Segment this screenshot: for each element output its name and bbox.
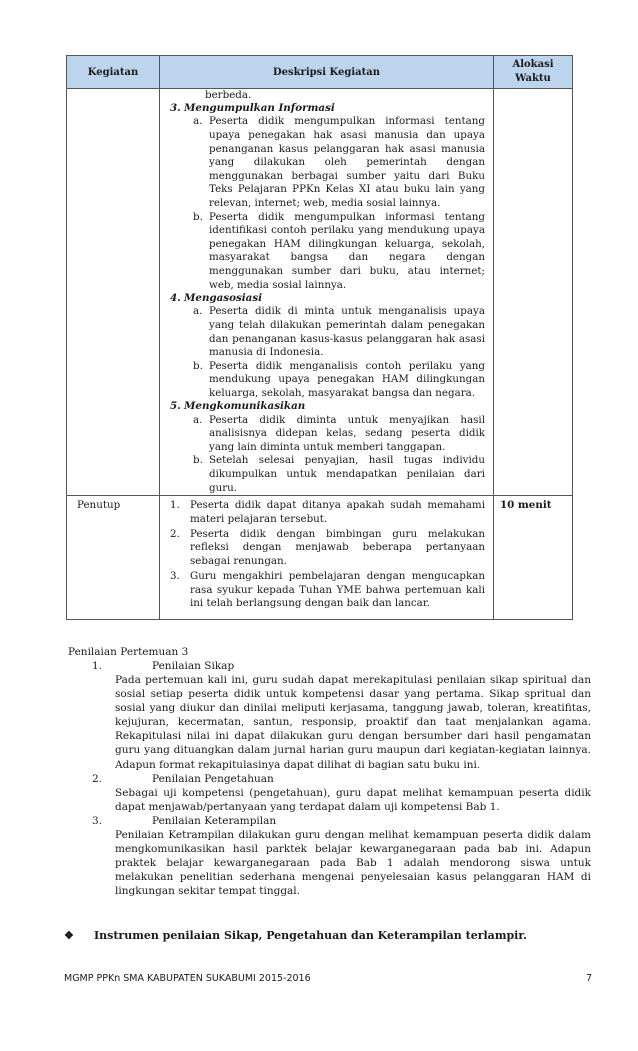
item-marker: a. — [193, 413, 203, 426]
assessment-item-heading: Penilaian Pengetahuan — [152, 772, 274, 785]
penutup-list — [170, 499, 485, 610]
page-number: 7 — [585, 973, 592, 984]
item-text: Peserta didik mengumpulkan informasi tentang identifikasi contoh perilaku yang mendukung upaya penegakan HAM dilingkungan keluarga, sekolah, masyarakat bangsa dan negara dengan menggunakan sumber dari buku, atau internet; web, media sosial lainnya. — [209, 210, 485, 291]
assessment-title: Penilaian Pertemuan 3 — [68, 646, 189, 658]
item-text: Peserta didik diminta untuk menyajikan hasil analisisnya didepan kelas, sedang peserta didik yang lain diminta untuk memberi tanggapan. — [209, 413, 485, 453]
assessment-item-number: 1. — [92, 660, 103, 672]
item-text: Setelah selesai penyajian, hasil tugas individu dikumpulkan untuk mendapatkan penilaian dari guru. — [209, 454, 485, 494]
item-text: Peserta didik di minta untuk menganalisis upaya yang telah dilakukan pemerintah dalam penegakan dan penanganan kasus-kasus pelanggaran hak asasi manusia di Indonesia. — [209, 305, 485, 359]
item-marker: b. — [193, 454, 203, 467]
header-alokasi-line2: Waktu — [515, 73, 551, 84]
assessment-item — [68, 772, 591, 814]
item-text: Peserta didik mengumpulkan informasi tentang upaya penegakan hak asasi manusia dan upaya penanganan kasus pelanggaran hak asasi manusia yang dilakukan oleh pemerintah dengan menggunakan berbagai sumber yaitu dari Buku Teks Pelajaran PPKn Kelas XI atau buku lain yang relevan, internet; web, media sosial lainnya. — [209, 115, 485, 209]
assessment-item-body: Pada pertemuan kali ini, guru sudah dapat merekapitulasi penilaian sikap spiritual dan sosial setiap peserta didik untuk kompetensi dasar yang pertama. Sikap spritual dan sosial yang diukur dan dinilai meliputi kerjasama, tanggung jawab, toleran, kreatifitas, kejujuran, kecermatan, santun, responsip, proaktif dan taat menjalankan agama. Rekapitulasi nilai ini dapat dilakukan guru dengan bersumber dari hasil pengamatan guru yang dituangkan dalam jurnal harian guru maupun dari kegiatan-kegiatan lainnya. Adapun format rekapitulasinya dapat dilihat di bagian satu buku ini. — [115, 674, 591, 771]
section-heading — [170, 400, 485, 413]
header-alokasi — [494, 56, 573, 89]
section-title: Mengasosiasi — [184, 292, 263, 305]
item-text: Peserta didik dengan bimbingan guru melakukan refleksi dengan menjawab beberapa pertanyaan sebagai renungan. — [190, 528, 485, 567]
section-number: 5. — [170, 400, 181, 413]
activity-table — [66, 55, 573, 620]
item-text: Peserta didik dapat ditanya apakah sudah memahami materi pelajaran tersebut. — [190, 499, 485, 525]
section-title: Mengkomunikasikan — [184, 400, 306, 413]
cell-kegiatan-empty — [67, 89, 160, 496]
cell-alokasi-penutup: 10 menit — [494, 496, 573, 619]
section-heading — [170, 292, 485, 305]
assessment-items — [68, 659, 591, 898]
item-marker: 2. — [170, 528, 180, 541]
cell-alokasi-empty — [494, 89, 573, 496]
instrument-note — [64, 929, 527, 942]
item-marker: a. — [193, 115, 203, 128]
list-item — [193, 211, 485, 293]
item-marker: b. — [193, 210, 203, 223]
footer-label: MGMP PPKn SMA KABUPATEN SUKABUMI 2015-2016 — [64, 973, 311, 984]
sections-container — [170, 102, 485, 495]
header-deskripsi: Deskripsi Kegiatan — [160, 56, 494, 89]
item-marker: 1. — [170, 499, 180, 512]
section-number: 4. — [170, 292, 181, 305]
list-item — [170, 528, 485, 568]
list-item — [170, 499, 485, 526]
list-item — [193, 360, 485, 401]
section-item-list — [170, 115, 485, 292]
list-item — [170, 570, 485, 610]
cell-deskripsi-inti — [160, 89, 494, 496]
assessment-item-heading: Penilaian Keterampilan — [152, 814, 277, 827]
item-marker: 3. — [170, 570, 180, 583]
section-heading — [170, 102, 485, 115]
header-kegiatan: Kegiatan — [67, 56, 160, 89]
intro-line: berbeda. — [205, 89, 252, 101]
section-item-list — [170, 305, 485, 400]
cell-deskripsi-penutup — [160, 496, 494, 619]
list-item — [193, 115, 485, 210]
list-item — [193, 414, 485, 455]
assessment-item-body: Sebagai uji kompetensi (pengetahuan), guru dapat melihat kemampuan peserta didik dapat menjawab/pertanyaan yang terdapat dalam uji kompetensi Bab 1. — [115, 786, 591, 813]
item-text: Peserta didik menganalisis contoh perilaku yang mendukung upaya penegakan HAM dilingkungan keluarga, sekolah, masyarakat bangsa dan negara. — [209, 359, 485, 399]
item-marker: b. — [193, 359, 203, 372]
cell-kegiatan-penutup: Penutup — [67, 496, 160, 619]
list-item — [193, 305, 485, 359]
assessment-item-number: 3. — [92, 814, 103, 827]
table-header-row — [67, 56, 573, 89]
assessment-item-body: Penilaian Ketrampilan dilakukan guru dengan melihat kemampuan peserta didik dalam mengkomunikasikan hasil parktek belajar kewarganegaraan pada bab ini. Adapun praktek belajar kewarganegaraan pada Bab 1 adalah mendorong siswa untuk melakukan penelitian sederhana mengenai penyelesaian kasus pelanggaran HAM di lingkungan sekitar tempat tinggal. — [115, 828, 591, 898]
table-row-penutup — [67, 496, 573, 619]
assessment-item-head — [68, 659, 591, 673]
assessment-item — [68, 659, 591, 772]
instrument-text: Instrumen penilaian Sikap, Pengetahuan dan Keterampilan terlampir. — [94, 929, 527, 942]
item-marker: a. — [193, 305, 203, 318]
assessment-item-head — [68, 814, 591, 828]
assessment-item-head — [68, 772, 591, 786]
page-footer — [64, 973, 592, 984]
assessment-item-heading: Penilaian Sikap — [152, 660, 235, 672]
assessment-item-number: 2. — [92, 772, 103, 785]
header-alokasi-line1: Alokasi — [512, 59, 554, 70]
section-item-list — [170, 414, 485, 496]
section-title: Mengumpulkan Informasi — [184, 102, 335, 115]
assessment-section — [68, 645, 591, 898]
list-item — [193, 454, 485, 495]
section-number: 3. — [170, 102, 181, 115]
diamond-bullet-icon: ❖ — [64, 929, 74, 942]
item-text: Guru mengakhiri pembelajaran dengan mengucapkan rasa syukur kepada Tuhan YME bahwa pertemuan kali ini telah berlangsung dengan baik dan lancar. — [190, 570, 485, 610]
table-row-inti — [67, 89, 573, 496]
assessment-item — [68, 814, 591, 898]
